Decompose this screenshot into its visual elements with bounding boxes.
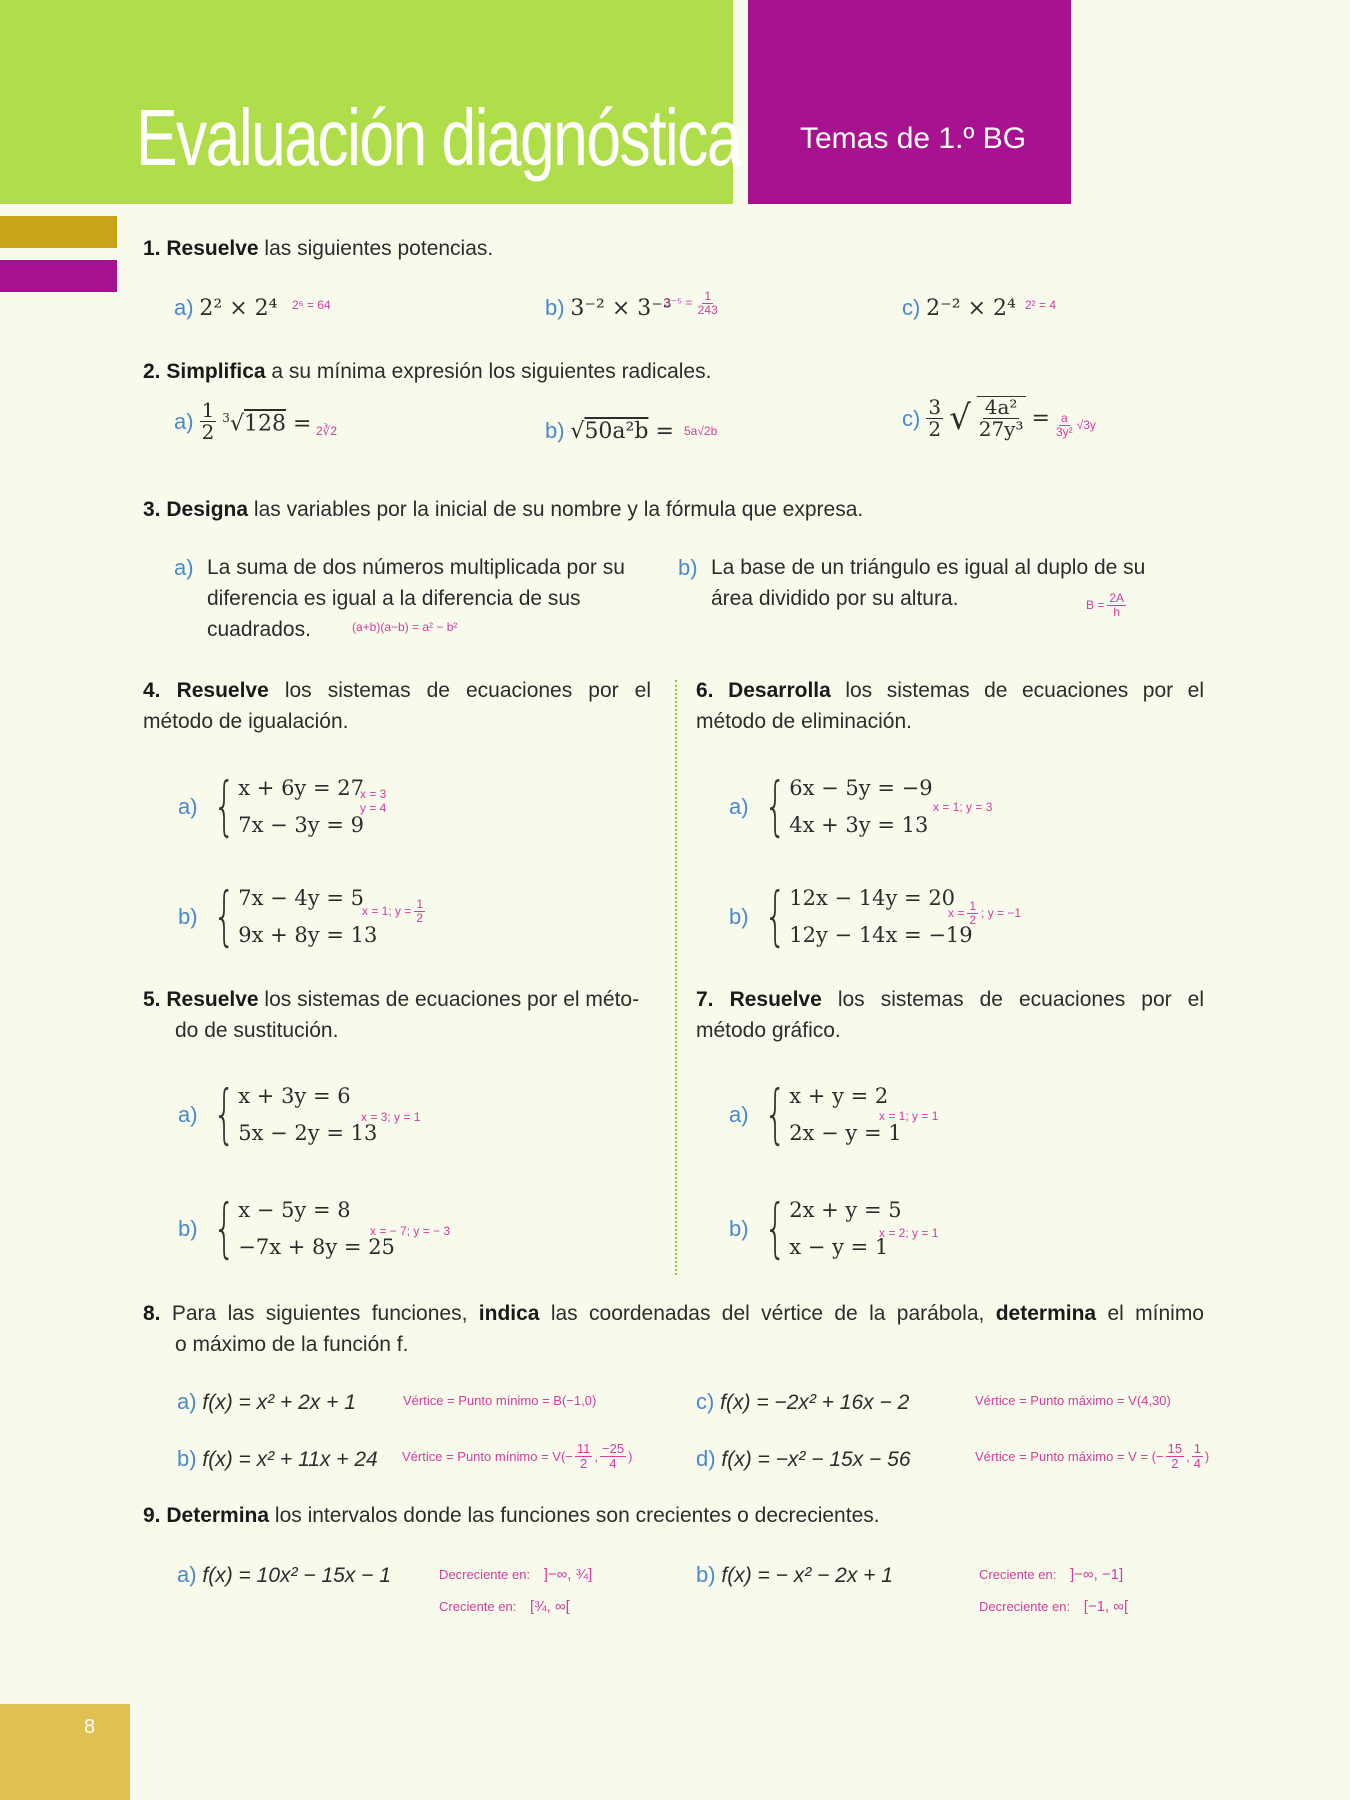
answer-prefix: Vértice = Punto mínimo = V(−	[402, 1448, 573, 1464]
q3-answer-a: (a+b)(a−b) = a² − b²	[352, 620, 458, 634]
question-text: los sistemas de ecuaciones por el méto-	[258, 988, 640, 1011]
q8-answer-b	[402, 1442, 632, 1470]
q3-answer-b	[1086, 592, 1126, 618]
function-expression: f(x) = − x² − 2x + 1	[721, 1564, 893, 1587]
question-number: 2.	[143, 360, 161, 383]
item-label: a)	[174, 295, 194, 320]
equals-sign: =	[292, 411, 312, 437]
question-number: 7.	[696, 988, 714, 1011]
q9-answer-a-2	[439, 1598, 570, 1615]
equation-2: 4x + 3y = 13	[789, 813, 929, 837]
item-label: a)	[174, 409, 194, 434]
answer-denominator: 2	[969, 912, 977, 927]
question-verb: Determina	[166, 1504, 270, 1527]
question-7-heading	[696, 984, 1204, 1046]
brace-icon: {	[763, 1192, 787, 1266]
equation-1: x − 5y = 8	[238, 1198, 351, 1222]
fraction-numerator: 3	[928, 394, 942, 419]
answer-prefix: B =	[1086, 598, 1105, 613]
item-label: c)	[902, 405, 921, 431]
answer-numerator: a	[1060, 411, 1068, 425]
question-number: 6.	[696, 679, 714, 702]
equals-sign: =	[1031, 405, 1050, 431]
question-number: 9.	[143, 1504, 161, 1527]
answer-denominator: 4	[609, 1455, 617, 1471]
equation-1: 2x + y = 5	[789, 1198, 902, 1222]
function-expression: f(x) = x² + 11x + 24	[202, 1448, 378, 1471]
q8-answer-a: Vértice = Punto mínimo = B(−1,0)	[403, 1393, 597, 1408]
brace-icon: {	[212, 770, 236, 844]
q8-item-b	[177, 1443, 378, 1475]
answer-suffix: )	[1204, 1448, 1210, 1464]
question-verb: Desarrolla	[728, 679, 831, 702]
equation-2: 7x − 3y = 9	[238, 813, 364, 837]
q2-item-b: b) √50a²b =	[545, 418, 674, 444]
question-3-heading	[143, 494, 863, 525]
question-5-heading	[143, 984, 663, 1046]
item-label: b)	[545, 295, 565, 320]
q7-system-b	[729, 1192, 902, 1266]
q6-system-a	[729, 770, 933, 844]
fraction-denominator: 2	[928, 416, 942, 441]
answer-label: Creciente en:	[979, 1567, 1057, 1582]
answer-label: Decreciente en:	[439, 1567, 531, 1582]
q8-item-d	[696, 1443, 911, 1475]
q8-answer-c: Vértice = Punto máximo = V(4,30)	[975, 1393, 1171, 1408]
function-expression: f(x) = 10x² − 15x − 1	[202, 1564, 391, 1587]
item-label: b)	[678, 555, 698, 580]
item-label: c)	[696, 1389, 715, 1414]
function-expression: f(x) = −x² − 15x − 56	[721, 1448, 911, 1471]
answer-label: Decreciente en:	[979, 1599, 1071, 1614]
q7-answer-a: x = 1; y = 1	[879, 1109, 939, 1123]
answer-separator: ,	[594, 1448, 599, 1464]
q2-answer-c	[1054, 412, 1096, 438]
answer-interval: [−1, ∞[	[1083, 1598, 1129, 1615]
q3-item-b-text	[711, 552, 1145, 614]
question-6-heading	[696, 675, 1204, 737]
page-subtitle: Temas de 1.º BG	[800, 122, 1027, 155]
equation-1: 6x − 5y = −9	[789, 776, 933, 800]
question-number: 8.	[143, 1302, 161, 1325]
question-text: a su mínima expresión los siguientes radicales.	[265, 360, 712, 383]
equation-1: 12x − 14y = 20	[789, 886, 956, 910]
radical-index: 3	[222, 411, 230, 426]
item-label: a)	[729, 1102, 749, 1127]
q3-item-a-label	[174, 552, 194, 584]
q3-item-b-label	[678, 552, 698, 584]
answer-interval: ]−∞, −1]	[1069, 1566, 1124, 1583]
answer-prefix: 3⁻⁵ =	[664, 295, 693, 310]
answer-numerator: 1	[1193, 1441, 1201, 1456]
answer-radical: √3y	[1076, 418, 1096, 433]
radical-sign: √	[949, 398, 971, 438]
question-9-heading	[143, 1500, 880, 1531]
q5-answer-a: x = 3; y = 1	[361, 1110, 421, 1124]
brace-icon: {	[212, 880, 236, 954]
text-line: área dividido por su altura.	[711, 587, 959, 610]
decorative-bar-gold	[0, 216, 117, 248]
question-number: 1.	[143, 237, 161, 260]
answer-numerator: 1	[416, 897, 424, 911]
equation-1: x + y = 2	[789, 1084, 889, 1108]
question-verb: indica	[478, 1302, 540, 1325]
header-magenta-block	[748, 0, 1071, 204]
function-expression: f(x) = −2x² + 16x − 2	[720, 1391, 910, 1414]
item-label: b)	[177, 1446, 197, 1471]
answer-numerator: 11	[576, 1441, 591, 1456]
answer-prefix: x = 1; y =	[362, 904, 412, 919]
answer-separator: ,	[1186, 1448, 1190, 1464]
question-text: los intervalos donde las funciones son crecientes o decrecientes.	[269, 1504, 880, 1527]
question-verb: Resuelve	[166, 237, 259, 260]
radicand-denominator: 27y³	[978, 417, 1024, 441]
question-number: 4.	[143, 679, 161, 702]
answer-line: x = 3	[360, 787, 387, 801]
item-label: b)	[178, 904, 198, 929]
q1-item-b	[545, 292, 672, 324]
brace-icon: {	[212, 1078, 236, 1152]
question-1-heading	[143, 233, 493, 264]
question-verb: Resuelve	[166, 988, 259, 1011]
q5-system-a	[178, 1078, 377, 1152]
question-text: el mínimo	[1096, 1302, 1204, 1325]
answer-denominator: 2	[416, 910, 424, 925]
question-2-heading	[143, 356, 711, 387]
item-label: b)	[178, 1216, 198, 1241]
q2-item-c	[902, 396, 1050, 440]
q5-answer-b: x = − 7; y = − 3	[370, 1224, 451, 1238]
radical-expression: $^3$√128 =	[222, 411, 312, 437]
question-verb: Resuelve	[729, 988, 822, 1011]
column-divider	[675, 680, 677, 1275]
item-label: c)	[902, 295, 921, 320]
item-label: b)	[729, 1216, 749, 1241]
answer-interval: ]−∞, ¾]	[543, 1566, 593, 1583]
page-number-tab	[0, 1704, 130, 1800]
fraction-numerator: 1	[201, 398, 215, 422]
equation-2: x − y = 1	[789, 1235, 889, 1259]
q2-answer-a: 2∛2	[316, 424, 337, 438]
answer-numerator: 1	[969, 899, 977, 913]
q1-answer-a: 2⁶ = 64	[292, 298, 331, 312]
brace-icon: {	[763, 770, 787, 844]
answer-numerator: 2A	[1109, 591, 1125, 605]
answer-label: Creciente en:	[439, 1599, 517, 1614]
q9-answer-b-1	[979, 1566, 1123, 1583]
question-verb: determina	[995, 1302, 1097, 1325]
q6-system-b	[729, 880, 973, 954]
equation-1: x + 3y = 6	[238, 1084, 351, 1108]
page-title: Evaluación diagnóstica	[136, 93, 740, 182]
function-expression: f(x) = x² + 2x + 1	[202, 1391, 356, 1414]
answer-line: y = 4	[360, 801, 387, 815]
answer-interval: [¾, ∞[	[529, 1598, 570, 1615]
text-line: La suma de dos números multiplicada por su	[207, 556, 625, 579]
equation-1: x + 6y = 27	[238, 776, 364, 800]
equation-2: 12y − 14x = −19	[789, 923, 973, 947]
question-verb: Simplifica	[166, 360, 266, 383]
answer-denominator: 4	[1193, 1455, 1201, 1471]
q7-answer-b: x = 2; y = 1	[879, 1226, 939, 1240]
item-label: a)	[177, 1562, 197, 1587]
text-line: diferencia es igual a la diferencia de sus	[207, 587, 581, 610]
decorative-bar-magenta	[0, 260, 117, 292]
question-8-line-2: o máximo de la función f.	[175, 1333, 409, 1356]
fraction-denominator: 2	[201, 420, 215, 444]
question-verb: Resuelve	[176, 679, 269, 702]
radicand: 50a²b	[584, 419, 649, 444]
q1-answer-c: 2² = 4	[1025, 298, 1057, 312]
question-verb: Designa	[166, 498, 249, 521]
item-label: a)	[174, 555, 194, 580]
q4-system-a	[178, 770, 364, 844]
q1-answer-b	[664, 290, 720, 316]
q8-answer-d	[975, 1442, 1209, 1470]
question-text: Para las siguientes funciones,	[171, 1302, 479, 1325]
question-text: los sistemas de ecuaciones por el método de igualación.	[143, 679, 652, 733]
question-number: 5.	[143, 988, 161, 1011]
q9-item-b	[696, 1559, 893, 1591]
question-8-heading	[143, 1298, 1204, 1329]
item-expression: 2⁻² × 2⁴	[926, 296, 1016, 321]
text-line: cuadrados.	[207, 618, 311, 641]
item-label: b)	[696, 1562, 716, 1587]
q2-answer-b: 5a√2b	[684, 424, 718, 438]
q8-item-c	[696, 1386, 909, 1418]
item-label: a)	[177, 1389, 197, 1414]
text-line: La base de un triángulo es igual al duplo de su	[711, 556, 1146, 579]
answer-suffix: )	[628, 1448, 633, 1464]
answer-denominator: 2	[580, 1455, 588, 1471]
answer-numerator: 1	[704, 289, 712, 303]
equation-2: 5x − 2y = 13	[238, 1121, 378, 1145]
item-label: a)	[178, 1102, 198, 1127]
item-label: a)	[729, 794, 749, 819]
brace-icon: {	[212, 1192, 236, 1266]
radicand: 128	[243, 411, 286, 437]
answer-numerator: 15	[1167, 1441, 1183, 1456]
q6-answer-b	[948, 900, 1021, 926]
answer-numerator: −25	[602, 1441, 625, 1456]
question-text: do de sustitución.	[175, 1019, 339, 1042]
q7-system-a	[729, 1078, 902, 1152]
equation-2: 9x + 8y = 13	[238, 923, 378, 947]
question-text: las variables por la inicial de su nombre y la fórmula que expresa.	[248, 498, 864, 521]
question-4-heading	[143, 675, 651, 737]
q6-answer-a: x = 1; y = 3	[933, 800, 993, 814]
equation-2: −7x + 8y = 25	[238, 1235, 395, 1259]
q4-answer-a	[360, 787, 386, 815]
brace-icon: {	[763, 880, 787, 954]
radicand-numerator: 4a²	[984, 395, 1018, 419]
item-label: b)	[545, 418, 565, 443]
q2-item-a	[174, 400, 311, 443]
q8-item-a	[177, 1386, 356, 1418]
brace-icon: {	[763, 1078, 787, 1152]
answer-denominator: 2	[1171, 1455, 1179, 1471]
answer-prefix: Vértice = Punto máximo = V = (−	[975, 1448, 1164, 1464]
equation-2: 2x − y = 1	[789, 1121, 902, 1145]
question-number: 3.	[143, 498, 161, 521]
item-label: b)	[729, 904, 749, 929]
equals-sign: =	[655, 419, 674, 444]
answer-denominator: 3y²	[1056, 424, 1073, 439]
item-label: d)	[696, 1446, 716, 1471]
q4-answer-b	[362, 898, 425, 924]
answer-denominator: 243	[697, 302, 718, 317]
answer-suffix: ; y = −1	[981, 906, 1022, 921]
item-label: a)	[178, 794, 198, 819]
q5-system-b	[178, 1192, 395, 1266]
question-text: las siguientes potencias.	[258, 237, 494, 260]
question-text: las coordenadas del vértice de la parábola,	[539, 1302, 996, 1325]
item-expression: 3⁻² × 3⁻³	[570, 296, 672, 321]
q9-answer-b-2	[979, 1598, 1128, 1615]
answer-denominator: h	[1113, 604, 1121, 619]
question-text: los sistemas de ecuaciones por el método gráfico.	[696, 988, 1205, 1042]
question-text: los sistemas de ecuaciones por el método de eliminación.	[696, 679, 1205, 733]
equation-1: 7x − 4y = 5	[238, 886, 364, 910]
q9-answer-a-1	[439, 1566, 592, 1583]
answer-prefix: x =	[948, 906, 965, 921]
q1-item-a	[174, 292, 277, 324]
item-expression: 2² × 2⁴	[199, 296, 278, 321]
page-number: 8	[84, 1716, 96, 1738]
q4-system-b	[178, 880, 377, 954]
q1-item-c	[902, 292, 1016, 324]
q9-item-a	[177, 1559, 391, 1591]
